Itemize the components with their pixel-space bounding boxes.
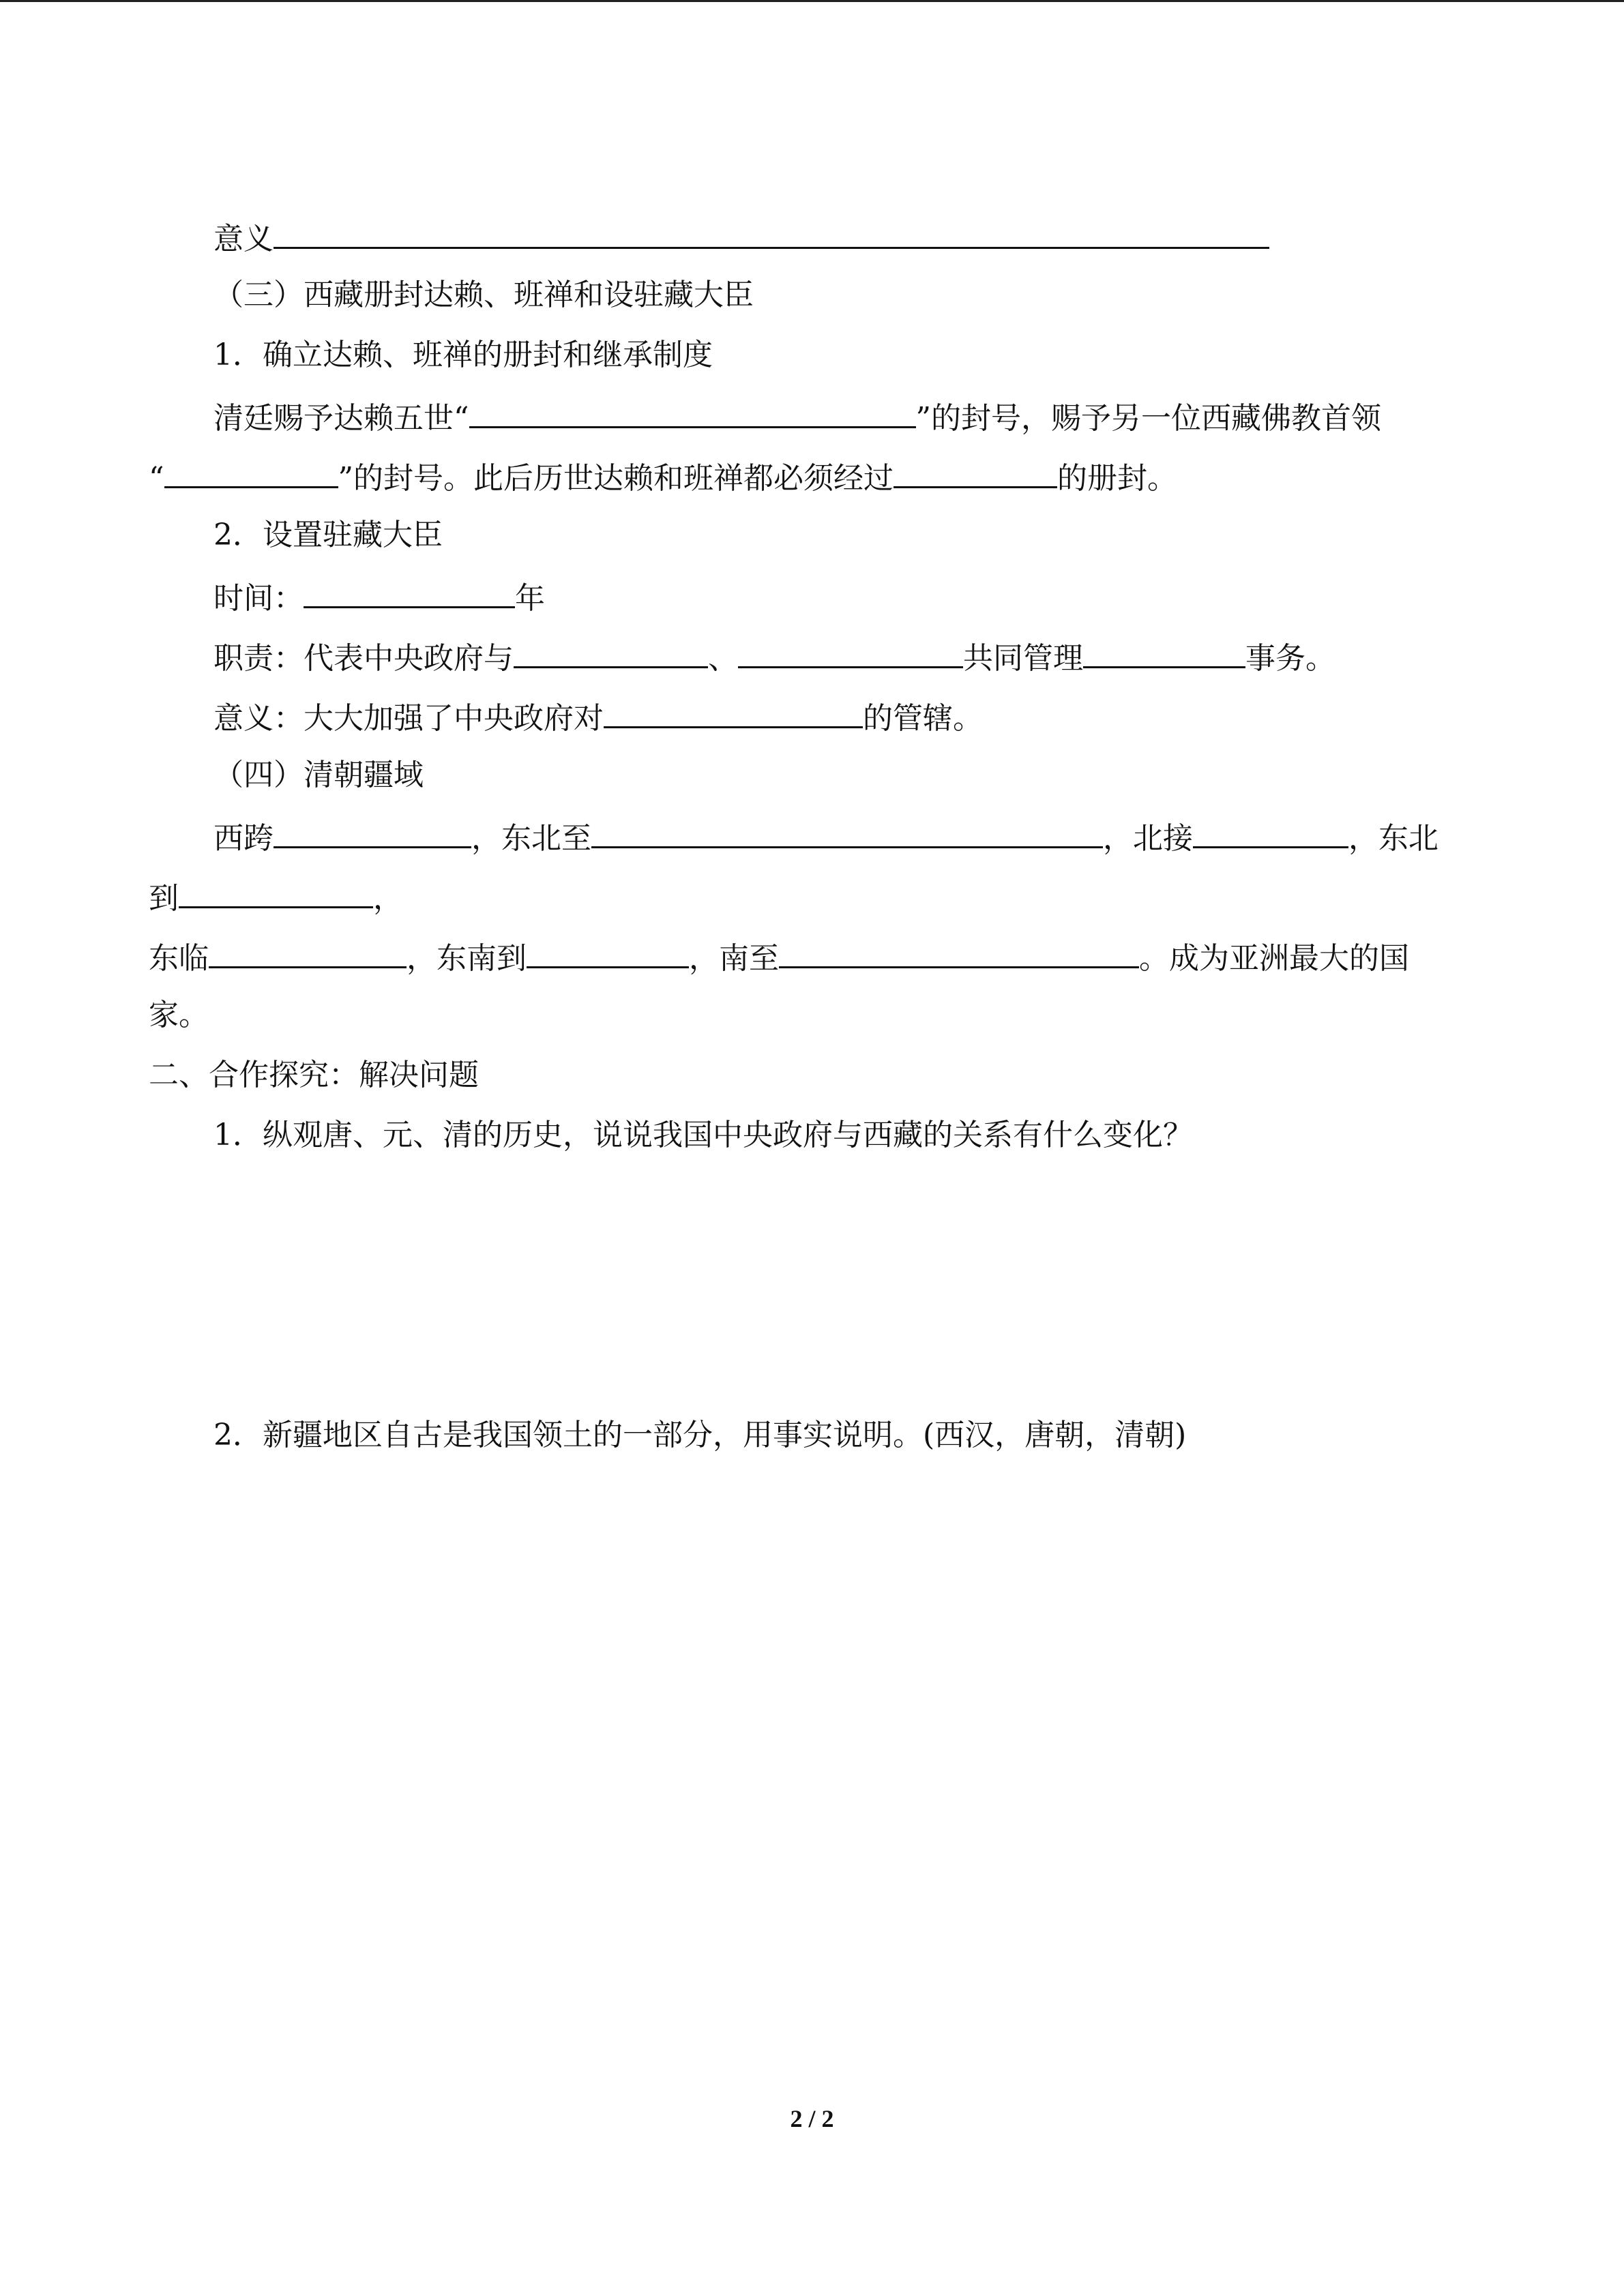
borders3-text-d: 。成为亚洲最大的国 bbox=[1139, 941, 1409, 976]
borders-line-3 bbox=[149, 935, 1409, 976]
duty-line bbox=[213, 635, 1335, 676]
qing2-text-c: 的册封。 bbox=[1057, 461, 1177, 496]
blank-panchen-title[interactable] bbox=[164, 455, 338, 488]
duty-text-d: 事务。 bbox=[1245, 641, 1335, 676]
borders-line-1 bbox=[213, 815, 1438, 856]
qing2-text-b: ”的封号。此后历世达赖和班禅都必须经过 bbox=[338, 461, 894, 496]
blank-south[interactable] bbox=[779, 935, 1139, 968]
blank-year[interactable] bbox=[304, 575, 515, 608]
section-heading-4: （四）清朝疆域 bbox=[213, 758, 424, 792]
page-top-border bbox=[0, 0, 1624, 2]
blank-significance[interactable] bbox=[274, 215, 1269, 249]
question-2: 2．新疆地区自古是我国领土的一部分，用事实说明。(西汉，唐朝，清朝) bbox=[213, 1418, 1187, 1452]
blank-southeast[interactable] bbox=[527, 935, 689, 968]
year-suffix: 年 bbox=[515, 581, 545, 616]
blank-duty-1[interactable] bbox=[514, 635, 708, 668]
question-1: 1．纵观唐、元、清的历史，说说我国中央政府与西藏的关系有什么变化？ bbox=[213, 1118, 1193, 1152]
qing2-text-a: “ bbox=[149, 461, 164, 496]
borders-text-d: ，东北 bbox=[1348, 821, 1438, 856]
borders3-text-b: ，东南到 bbox=[407, 941, 527, 976]
borders-line-4: 家。 bbox=[149, 998, 209, 1032]
blank-jurisdiction[interactable] bbox=[604, 695, 863, 728]
significance-label: 意义 bbox=[213, 222, 274, 256]
item-1-title: 1．确立达赖、班禅的册封和继承制度 bbox=[213, 338, 713, 372]
qing-titles-line-2 bbox=[149, 455, 1177, 496]
borders-text-b: ，东北至 bbox=[471, 821, 591, 856]
borders-line-2 bbox=[149, 875, 403, 916]
blank-duty-2[interactable] bbox=[738, 635, 963, 668]
meaning-text-a: 意义：大大加强了中央政府对 bbox=[213, 701, 604, 736]
section-heading-3: （三）西藏册封达赖、班禅和设驻藏大臣 bbox=[213, 278, 754, 312]
significance-line bbox=[213, 215, 1269, 256]
part-2-title: 二、合作探究：解决问题 bbox=[149, 1058, 479, 1092]
blank-north[interactable] bbox=[1193, 815, 1348, 848]
borders2-text-a: 到 bbox=[149, 881, 179, 916]
qing-text-a: 清廷赐予达赖五世“ bbox=[213, 401, 469, 436]
duty-text-a: 职责：代表中央政府与 bbox=[213, 641, 514, 676]
meaning-text-b: 的管辖。 bbox=[863, 701, 983, 736]
blank-enfeoffment-authority[interactable] bbox=[894, 455, 1057, 488]
meaning-line bbox=[213, 695, 983, 736]
blank-northeast-to[interactable] bbox=[179, 875, 373, 908]
item-2-title: 2．设置驻藏大臣 bbox=[213, 518, 443, 552]
time-label: 时间： bbox=[213, 581, 304, 616]
blank-duty-3[interactable] bbox=[1083, 635, 1245, 668]
borders2-text-b: ， bbox=[373, 881, 403, 916]
borders3-text-c: ，南至 bbox=[689, 941, 779, 976]
page-number: 2 / 2 bbox=[790, 2105, 834, 2132]
duty-text-c: 共同管理 bbox=[963, 641, 1083, 676]
borders-text-c: ，北接 bbox=[1103, 821, 1193, 856]
blank-east[interactable] bbox=[209, 935, 407, 968]
time-line bbox=[213, 575, 545, 616]
qing-titles-line-1 bbox=[213, 395, 1381, 436]
blank-west[interactable] bbox=[274, 815, 471, 848]
qing-text-b: ”的封号，赐予另一位西藏佛教首领 bbox=[915, 401, 1381, 436]
blank-northeast[interactable] bbox=[591, 815, 1103, 848]
blank-dalai-title[interactable] bbox=[469, 395, 916, 428]
duty-text-b: 、 bbox=[708, 641, 738, 676]
borders3-text-a: 东临 bbox=[149, 941, 209, 976]
borders-text-a: 西跨 bbox=[213, 821, 274, 856]
